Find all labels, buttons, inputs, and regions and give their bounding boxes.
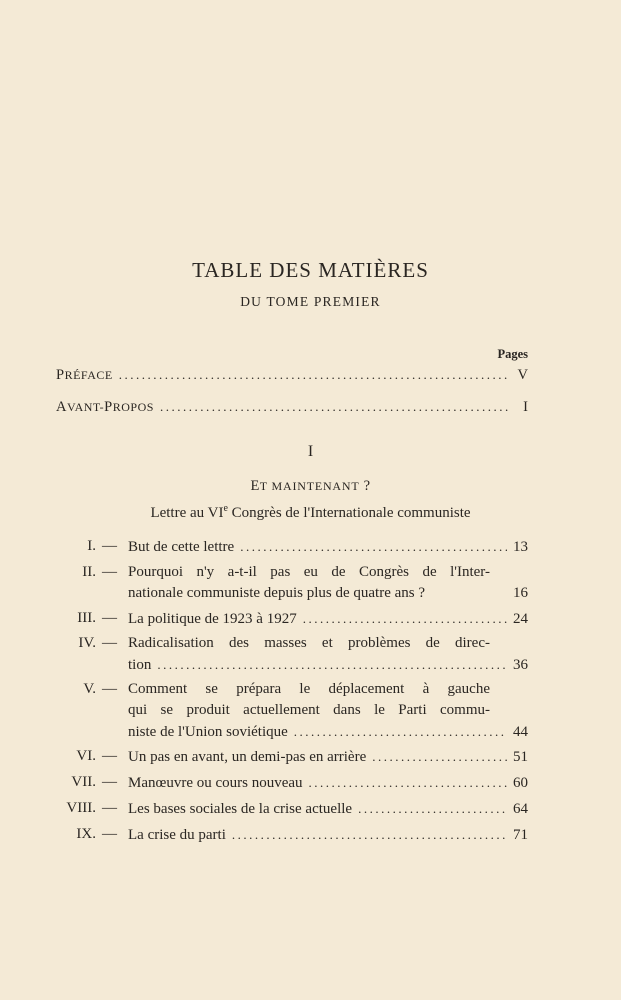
leader-dots bbox=[240, 536, 507, 557]
chapter-line bbox=[128, 633, 528, 654]
chapter-line bbox=[128, 772, 528, 794]
chapter-page: 24 bbox=[513, 611, 528, 627]
chapter-title-line-3: niste de l'Union soviétique bbox=[128, 724, 288, 740]
chapter-body bbox=[128, 824, 528, 846]
chapter-title: But de cette lettre bbox=[128, 539, 235, 555]
chapter-dash: — bbox=[102, 538, 117, 554]
chapter-number: V. bbox=[83, 681, 96, 697]
chapter-dash: — bbox=[102, 826, 117, 842]
leader-dots bbox=[294, 721, 507, 742]
chapter-number: III. bbox=[77, 610, 96, 626]
chapter-line bbox=[128, 700, 528, 721]
chapter-dash: — bbox=[102, 564, 117, 580]
chapter-page: 44 bbox=[513, 724, 528, 740]
avant-propos-rest-1: VANT- bbox=[66, 400, 105, 414]
chapter-body bbox=[128, 536, 528, 558]
part-subtitle-sup: e bbox=[223, 503, 228, 514]
chapter-title: Les bases sociales de la crise actuelle bbox=[128, 801, 353, 817]
chapter-page: 71 bbox=[513, 827, 528, 843]
toc-chapter-2[interactable] bbox=[40, 562, 528, 604]
leader-dots bbox=[160, 399, 510, 415]
chapter-number: VI. bbox=[76, 748, 96, 764]
chapter-number: I. bbox=[87, 538, 96, 554]
leader-dots bbox=[119, 367, 510, 383]
chapter-number: IV. bbox=[78, 635, 96, 651]
chapter-body bbox=[128, 679, 528, 743]
toc-entry-label bbox=[56, 399, 154, 416]
chapter-dash: — bbox=[102, 635, 117, 651]
part-subtitle-pre: Lettre au VI bbox=[150, 505, 224, 521]
chapter-title: La politique de 1923 à 1927 bbox=[128, 611, 297, 627]
preface-rest: RÉFACE bbox=[64, 368, 113, 382]
chapter-title-line-2: nationale communiste depuis plus de quatre ans ? bbox=[128, 585, 426, 601]
chapter-title: Un pas en avant, un demi-pas en arrière bbox=[128, 749, 367, 765]
chapter-dash: — bbox=[102, 774, 117, 790]
chapter-body bbox=[128, 772, 528, 794]
chapter-line bbox=[128, 608, 528, 630]
chapter-page: 64 bbox=[513, 801, 528, 817]
part-title-initial: E bbox=[250, 478, 260, 494]
chapter-line bbox=[128, 824, 528, 846]
chapter-body bbox=[128, 798, 528, 820]
part-subtitle-post: Congrès de l'Internationale communiste bbox=[227, 505, 471, 521]
chapter-line bbox=[128, 536, 528, 558]
chapter-title-line-1: Pourquoi n'y a-t-il pas eu de Congrès de l'Inter- bbox=[128, 564, 490, 580]
chapter-page: 16 bbox=[513, 585, 528, 601]
toc-chapter-1[interactable] bbox=[40, 536, 528, 557]
leader-dots bbox=[372, 746, 507, 767]
preface-initial: P bbox=[56, 367, 65, 383]
chapter-dash: — bbox=[102, 800, 117, 816]
chapter-line bbox=[128, 583, 528, 604]
chapter-page: 51 bbox=[513, 749, 528, 765]
toc-entry-label bbox=[56, 367, 113, 384]
toc-entry-page: V bbox=[517, 367, 528, 383]
page-subtitle: DU TOME PREMIER bbox=[240, 294, 381, 309]
chapter-body bbox=[128, 608, 528, 630]
avant-propos-initial-2: P bbox=[104, 399, 113, 415]
chapter-body bbox=[128, 746, 528, 768]
page-title: TABLE DES MATIÈRES bbox=[192, 258, 429, 282]
leader-dots bbox=[309, 772, 507, 793]
chapter-title: La crise du parti bbox=[128, 827, 226, 843]
toc-chapter-7[interactable] bbox=[40, 772, 528, 793]
toc-entry-page: I bbox=[523, 399, 528, 415]
chapter-number: IX. bbox=[76, 826, 96, 842]
toc-chapter-8[interactable] bbox=[40, 798, 528, 819]
chapter-title-line-2: tion bbox=[128, 657, 152, 673]
chapter-line bbox=[128, 679, 528, 700]
leader-dots bbox=[157, 654, 507, 675]
chapter-number: II. bbox=[82, 564, 96, 580]
chapter-line bbox=[128, 562, 528, 583]
avant-propos-initial: A bbox=[56, 399, 67, 415]
toc-entry-preface[interactable] bbox=[56, 367, 528, 384]
toc-chapter-6[interactable] bbox=[40, 746, 528, 767]
chapter-line bbox=[128, 721, 528, 743]
chapter-line bbox=[128, 798, 528, 820]
toc-chapter-3[interactable] bbox=[40, 608, 528, 629]
part-number: I bbox=[307, 443, 314, 460]
chapter-number: VII. bbox=[71, 774, 96, 790]
pages-column-label: Pages bbox=[497, 347, 528, 361]
part-title-rest: T MAINTENANT bbox=[259, 479, 360, 493]
leader-dots bbox=[303, 608, 507, 629]
part-title-mark: ? bbox=[359, 478, 371, 494]
chapter-body bbox=[128, 633, 528, 676]
chapter-body bbox=[128, 562, 528, 604]
chapter-dash: — bbox=[102, 610, 117, 626]
toc-chapter-5[interactable] bbox=[40, 679, 528, 742]
part-subtitle bbox=[0, 503, 621, 522]
chapter-page: 13 bbox=[513, 539, 528, 555]
chapter-number: VIII. bbox=[66, 800, 96, 816]
toc-entry-avant-propos[interactable] bbox=[56, 399, 528, 416]
chapter-page: 60 bbox=[513, 775, 528, 791]
chapter-line bbox=[128, 746, 528, 768]
chapter-title-line-1: Comment se prépara le déplacement à gauche bbox=[128, 681, 490, 697]
toc-chapter-9[interactable] bbox=[40, 824, 528, 845]
toc-chapter-4[interactable] bbox=[40, 633, 528, 675]
chapter-dash: — bbox=[102, 681, 117, 697]
avant-propos-rest-2: ROPOS bbox=[112, 400, 154, 414]
chapter-page: 36 bbox=[513, 657, 528, 673]
chapter-dash: — bbox=[102, 748, 117, 764]
leader-dots bbox=[358, 798, 507, 819]
chapter-title-line-1: Radicalisation des masses et problèmes de direc- bbox=[128, 635, 490, 651]
chapter-line bbox=[128, 654, 528, 676]
part-title bbox=[0, 478, 621, 495]
leader-dots bbox=[232, 824, 507, 845]
chapter-title: Manœuvre ou cours nouveau bbox=[128, 775, 303, 791]
chapter-title-line-2: qui se produit actuellement dans le Parti commu- bbox=[128, 702, 490, 718]
